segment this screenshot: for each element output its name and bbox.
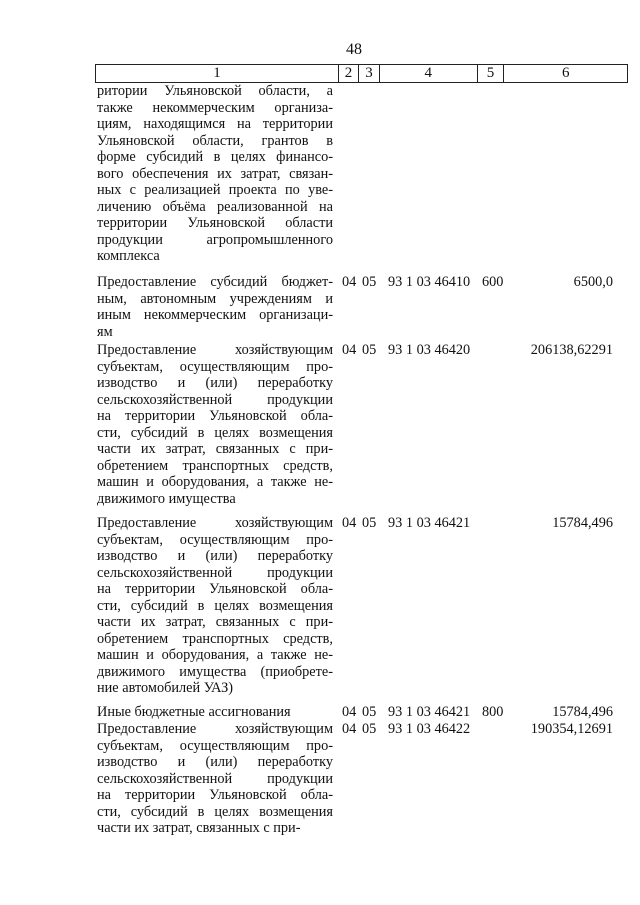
row-name-line: субъектам, осуществляющим про- [97, 531, 333, 548]
row-name-line: сельскохозяйственной продукции [97, 564, 333, 581]
row-csr-code: 93 1 03 46420 [388, 342, 471, 358]
row-name-line: Ульяновской области, грантов в [97, 132, 333, 149]
row-name-line: на территории Ульяновской обла- [97, 581, 333, 598]
row-name [97, 83, 333, 265]
row-name-line: ям [97, 323, 113, 340]
row-name-line: сельскохозяйственной продукции [97, 770, 333, 787]
row-name-line: субъектам, осуществляющим про- [97, 358, 333, 375]
row-name-line: обретением транспортных средств, [97, 457, 333, 474]
row-name-line: машин и оборудования, а также не- [97, 647, 333, 664]
row-csr-code: 93 1 03 46421 [388, 704, 471, 720]
row-name-line: изводство и (или) переработку [97, 548, 333, 565]
row-name-line: изводство и (или) переработку [97, 375, 333, 392]
row-vr-code: 800 [482, 704, 504, 720]
row-csr-code: 93 1 03 46422 [388, 721, 471, 737]
row-name-line: Предоставление хозяйствующим [97, 342, 333, 358]
row-name-line: движимого имущества (приобрете- [97, 663, 333, 680]
row-name-line: на территории Ульяновской обла- [97, 408, 333, 425]
row-name-line: также некоммерческим организа- [97, 99, 333, 116]
row-name-line: части их затрат, связанных с при- [97, 820, 301, 837]
row-name-line: сти, субсидий в целях возмещения [97, 803, 333, 820]
row-name-line: движимого имущества [97, 490, 236, 507]
row-rz-code: 04 [342, 704, 357, 720]
row-rz-code: 04 [342, 342, 357, 358]
header-col-5: 5 [478, 65, 505, 82]
row-pr-code: 05 [362, 274, 377, 290]
row-name-line: машин и оборудования, а также не- [97, 474, 333, 491]
table-header-row [95, 64, 628, 83]
row-name-line: Предоставление хозяйствующим [97, 515, 333, 531]
row-amount-value: 15784,496 [552, 704, 613, 720]
header-col-2: 2 [339, 65, 359, 82]
row-csr-code: 93 1 03 46410 [388, 274, 471, 290]
row-name-line: территории Ульяновской области [97, 215, 333, 232]
row-name-line: продукции агропромышленного [97, 231, 333, 248]
row-amount-value: 6500,0 [573, 274, 613, 290]
row-name-line: циям, находящимся на территории [97, 116, 333, 133]
row-name-line: комплекса [97, 248, 160, 265]
row-amount-value: 15784,496 [552, 515, 613, 531]
row-name-line: части их затрат, связанных с при- [97, 614, 333, 631]
row-name-line: ных с реализацией проекта по уве- [97, 182, 333, 199]
row-amount-value: 206138,62291 [530, 342, 613, 358]
row-name-line: изводство и (или) переработку [97, 754, 333, 771]
row-pr-code: 05 [362, 342, 377, 358]
row-name-line: вого обеспечения их затрат, связан- [97, 165, 333, 182]
row-pr-code: 05 [362, 704, 377, 720]
row-amount-value: 190354,12691 [530, 721, 613, 737]
row-name [97, 721, 333, 837]
row-csr-code: 93 1 03 46421 [388, 515, 471, 531]
row-name-line: Предоставление субсидий бюджет- [97, 274, 333, 290]
row-name-line: Предоставление хозяйствующим [97, 721, 333, 737]
header-col-1: 1 [96, 65, 339, 82]
page-number: 48 [346, 41, 362, 58]
row-name-line: обретением транспортных средств, [97, 630, 333, 647]
row-name-line: иным некоммерческим организаци- [97, 307, 333, 324]
row-name-line: субъектам, осуществляющим про- [97, 737, 333, 754]
row-name-line: форме субсидий в целях финансо- [97, 149, 333, 166]
row-rz-code: 04 [342, 515, 357, 531]
row-name-line: личению объёма реализованной на [97, 198, 333, 215]
row-name-line: ритории Ульяновской области, а [97, 83, 333, 99]
row-name-line: ным, автономным учреждениям и [97, 290, 333, 307]
row-name [97, 342, 333, 507]
row-name [97, 274, 333, 340]
header-col-3: 3 [359, 65, 380, 82]
row-name-line: на территории Ульяновской обла- [97, 787, 333, 804]
row-name-line: сельскохозяйственной продукции [97, 391, 333, 408]
header-col-4: 4 [380, 65, 478, 82]
row-pr-code: 05 [362, 721, 377, 737]
row-name-line: Иные бюджетные ассигнования [97, 704, 291, 720]
row-name-line: ние автомобилей УАЗ) [97, 680, 234, 697]
row-pr-code: 05 [362, 515, 377, 531]
row-name-line: части их затрат, связанных с при- [97, 441, 333, 458]
header-col-6: 6 [561, 65, 570, 81]
row-name [97, 515, 333, 697]
row-name [97, 704, 333, 721]
row-vr-code: 600 [482, 274, 504, 290]
row-rz-code: 04 [342, 274, 357, 290]
row-name-line: сти, субсидий в целях возмещения [97, 424, 333, 441]
row-name-line: сти, субсидий в целях возмещения [97, 597, 333, 614]
row-rz-code: 04 [342, 721, 357, 737]
